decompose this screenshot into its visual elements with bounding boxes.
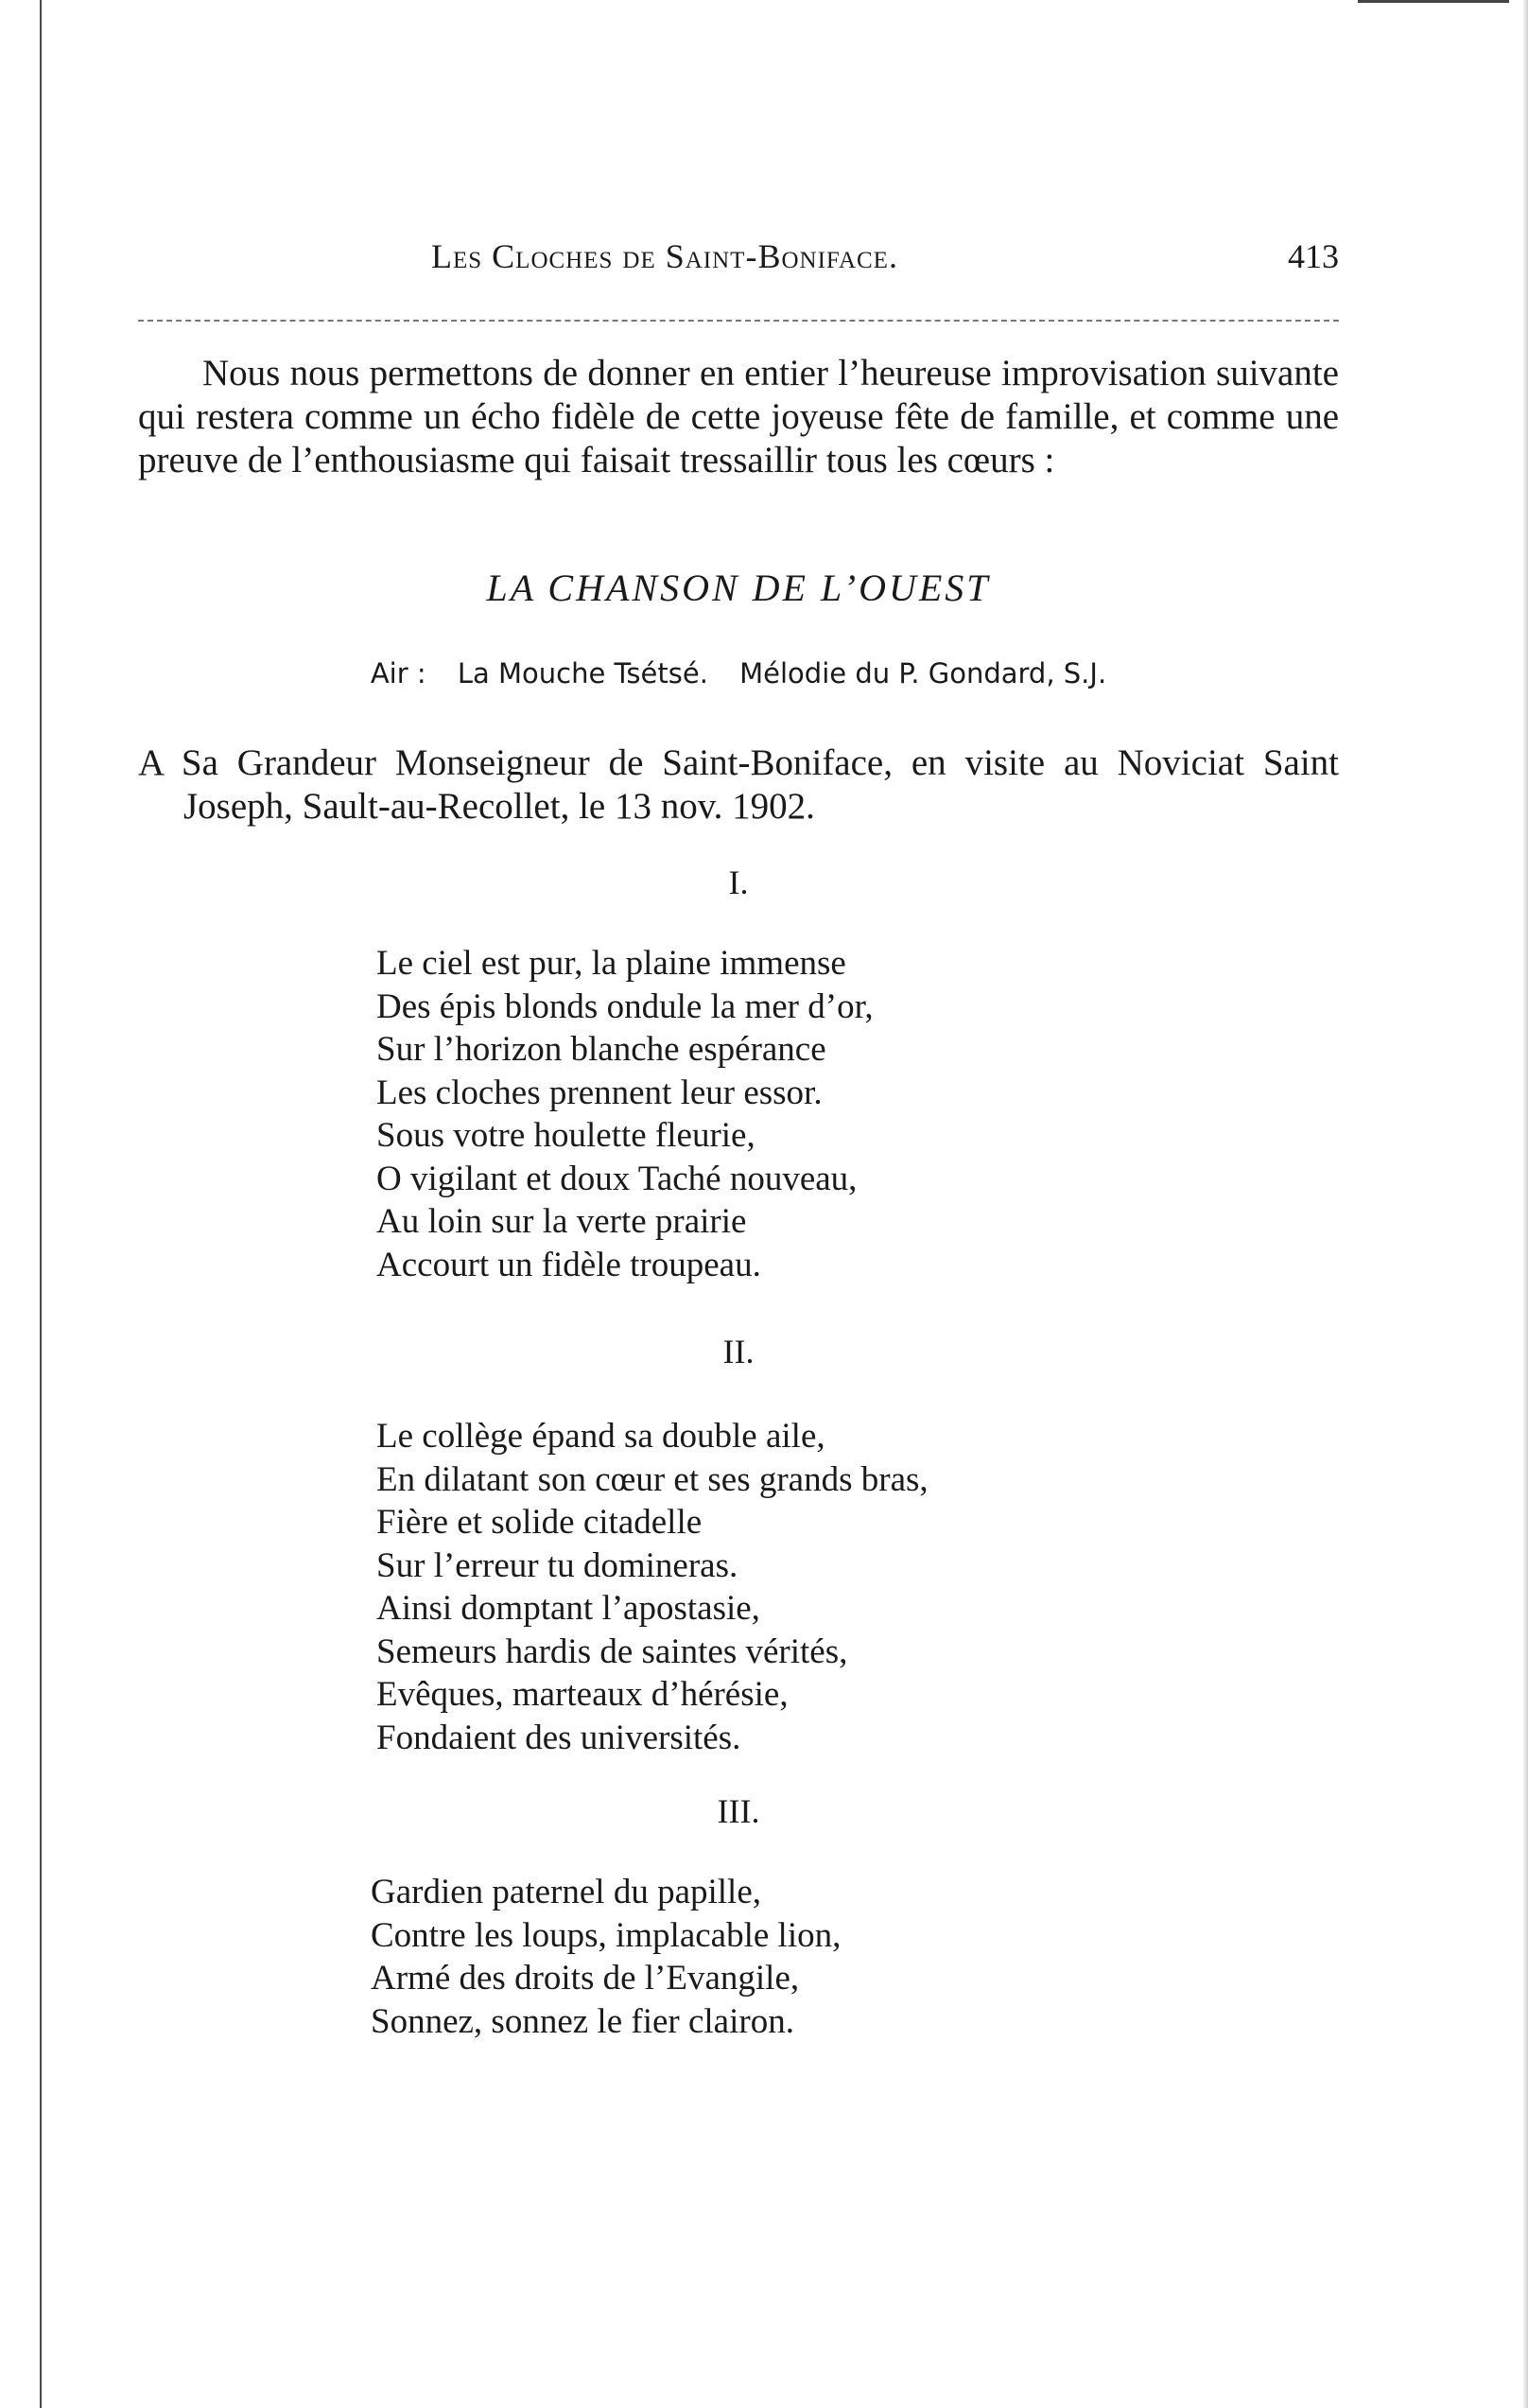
verse-line: Ainsi domptant l’apostasie,	[376, 1589, 760, 1628]
verse-line: Le ciel est pur, la plaine immense	[376, 944, 846, 983]
verse-line: Armé des droits de l’Evangile,	[371, 1959, 800, 1998]
stanza-number: II.	[722, 1333, 755, 1370]
stanza	[376, 942, 1227, 1286]
air-line	[138, 657, 1339, 689]
verse-line: Evêques, marteaux d’hérésie,	[376, 1675, 789, 1714]
song-title: LA CHANSON DE L’OUEST	[486, 567, 991, 609]
dedication: A Sa Grandeur Monseigneur de Saint-Boniface, en visite au Noviciat Saint Joseph, Sault-au-Recollet, le 13 nov. 1902.	[138, 742, 1339, 827]
page-header	[138, 236, 1339, 293]
verse-line: Les cloches prennent leur essor.	[376, 1073, 823, 1112]
verse-line: Au loin sur la verte prairie	[376, 1202, 747, 1241]
stanza-number: III.	[717, 1792, 760, 1830]
verse-line: Fière et solide citadelle	[376, 1503, 703, 1542]
verse-line: Sous votre houlette fleurie,	[376, 1116, 755, 1155]
verse-line: Des épis blonds ondule la mer d’or,	[376, 986, 874, 1026]
verse-line: Sonnez, sonnez le fier clairon.	[371, 2001, 794, 2041]
verse-line: Le collège épand sa double aile,	[376, 1417, 825, 1456]
running-title: Les Cloches de Saint-Boniface.	[431, 237, 898, 275]
air-label: Air :	[370, 657, 426, 689]
verse-line: Sur l’horizon blanche espérance	[376, 1030, 826, 1069]
header-rule	[138, 320, 1339, 322]
verse-line: Gardien paternel du papille,	[371, 1873, 761, 1911]
intro-paragraph: Nous nous permettons de donner en entier l’heureuse improvisation suivante qui restera comme un écho fidèle de cette joyeuse fête de famille, et comme une preuve de l’enthousiasme qui faisait tressaillir tous les cœurs :	[138, 353, 1339, 480]
verse-line: Accourt un fidèle troupeau.	[376, 1245, 761, 1284]
verse-line: Fondaient des universités.	[376, 1718, 741, 1757]
page-number: 413	[1288, 237, 1339, 275]
verse-line: Contre les loups, implacable lion,	[371, 1915, 842, 1955]
verse-line: En dilatant son cœur et ses grands bras,	[376, 1459, 929, 1499]
verse-line: Sur l’erreur tu domineras.	[376, 1545, 738, 1585]
verse-line: O vigilant et doux Taché nouveau,	[376, 1159, 858, 1198]
stanza-number: I.	[728, 864, 749, 901]
page-binding-edge	[40, 0, 42, 2408]
stanza	[371, 1871, 1222, 2043]
air-melody: Mélodie du P. Gondard, S.J.	[739, 657, 1107, 689]
page-right-edge	[1522, 0, 1528, 2408]
air-tune: La Mouche Tsétsé.	[457, 657, 708, 689]
verse-line: Semeurs hardis de saintes vérités,	[376, 1632, 848, 1671]
stanza	[376, 1415, 1227, 1759]
scan-corner-mark	[1358, 0, 1509, 3]
